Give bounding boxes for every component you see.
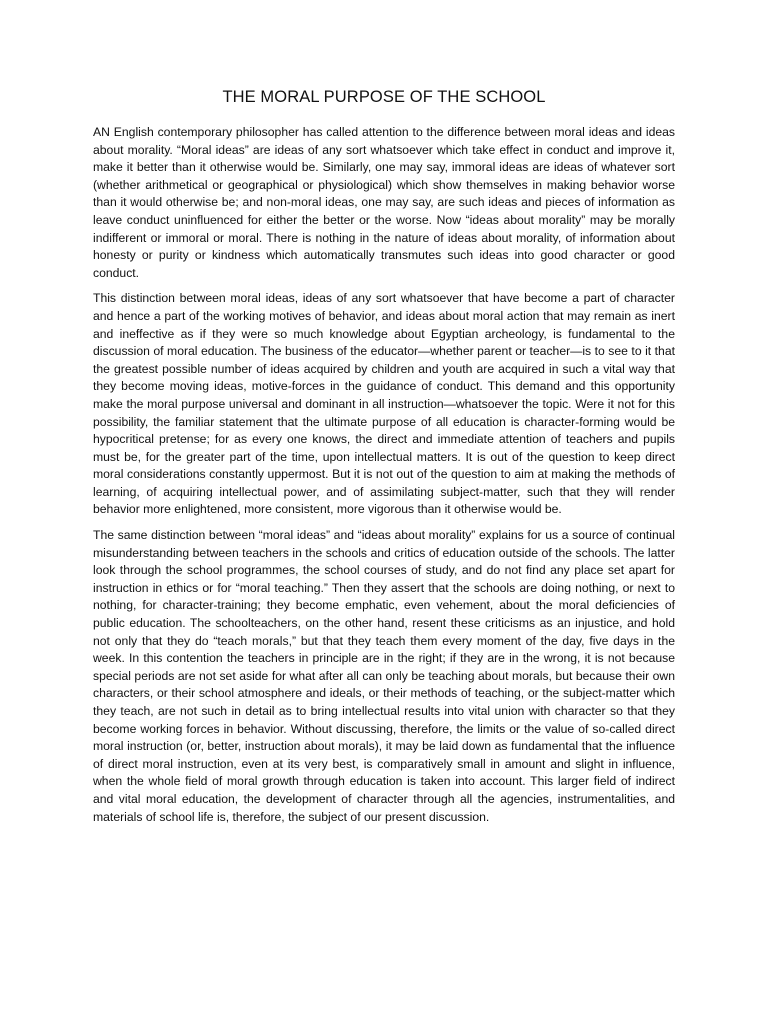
paragraph-3: The same distinction between “moral ideas” and “ideas about morality” explains for us a source of continual misunderstanding between teachers in the schools and critics of education outside of the schools. The latter look through the school programmes, the school courses of study, and do not find any place set apart for instruction in ethics or for “moral teaching.” Then they assert that the schools are doing nothing, or next to nothing, for character-training; they become emphatic, even vehement, about the moral deficiencies of public education. The schoolteachers, on the other hand, resent these criticisms as an injustice, and hold not only that they do “teach morals,” but that they teach them every moment of the day, five days in the week. In this contention the teachers in principle are in the right; if they are in the wrong, it is not because special periods are not set aside for what after all can only be teaching about morals, but because their own characters, or their school atmosphere and ideals, or their methods of teaching, or the subject-matter which they teach, are not such in detail as to bring intellectual results into vital union with character so that they become working forces in behavior. Without discussing, therefore, the limits or the value of so-called direct moral instruction (or, better, instruction about morals), it may be laid down as fundamental that the influence of direct moral instruction, even at its very best, is comparatively small in amount and slight in influence, when the whole field of moral growth through education is taken into account. This larger field of indirect and vital moral education, the development of character through all the agencies, instrumentalities, and materials of school life is, therefore, the subject of our present discussion. xyxy=(93,528,675,824)
paragraph-1: AN English contemporary philosopher has called attention to the difference between moral ideas and ideas about morality. “Moral ideas” are ideas of any sort whatsoever which take effect in conduct and improve it, make it better than it otherwise would be. Similarly, one may say, immoral ideas are ideas of whatever sort (whether arithmetical or geographical or physiological) which show themselves in making behavior worse than it would otherwise be; and non-moral ideas, one may say, are such ideas and pieces of information as leave conduct uninfluenced for either the better or the worse. Now “ideas about morality” may be morally indifferent or immoral or moral. There is nothing in the nature of ideas about morality, of information about honesty or purity or kindness which automatically transmutes such ideas into good character or good conduct. xyxy=(93,125,675,280)
document-body xyxy=(93,124,675,834)
paragraph-2: This distinction between moral ideas, ideas of any sort whatsoever that have become a part of character and hence a part of the working motives of behavior, and ideas about moral action that may remain as inert and ineffective as if they were so much knowledge about Egyptian archeology, is fundamental to the discussion of moral education. The business of the educator—whether parent or teacher—is to see to it that the greatest possible number of ideas acquired by children and youth are acquired in such a vital way that they become moving ideas, motive-forces in the guidance of conduct. This demand and this opportunity make the moral purpose universal and dominant in all instruction—whatsoever the topic. Were it not for this possibility, the familiar statement that the ultimate purpose of all education is character-forming would be hypocritical pretense; for as every one knows, the direct and immediate attention of teachers and pupils must be, for the greater part of the time, upon intellectual matters. It is out of the question to keep direct moral considerations constantly uppermost. But it is not out of the question to aim at making the methods of learning, of acquiring intellectual power, and of assimilating subject-matter, such that they will render behavior more enlightened, more consistent, more vigorous than it otherwise would be. xyxy=(93,291,675,517)
page-title: THE MORAL PURPOSE OF THE SCHOOL xyxy=(222,88,546,106)
